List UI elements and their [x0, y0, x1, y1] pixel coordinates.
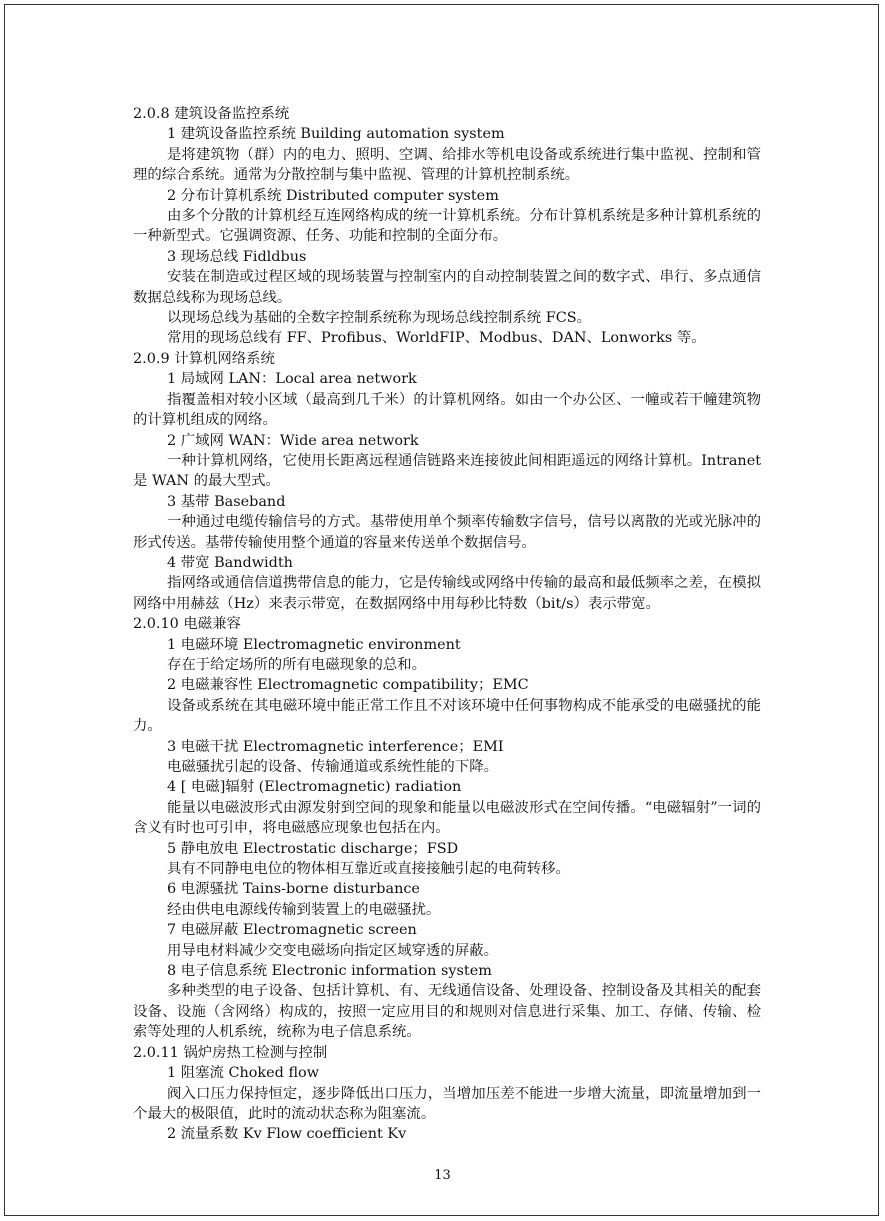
paragraph: 电磁骚扰引起的设备、传输通道或系统性能的下降。: [167, 759, 498, 775]
paragraph: 具有不同静电电位的物体相互靠近或直接接触引起的电荷转移。: [167, 861, 570, 878]
paragraph: 多种类型的电子设备、包括计算机、有、无线通信设备、处理设备、控制设备及其相关的配套设备、设施（含网络）构成的，按照一定应用目的和规则对信息进行采集、加工、存储、传输、检索等处理的人机系统，统称为电子信息系统。: [133, 983, 761, 1041]
term-heading: 1 阻塞流 Choked flow: [167, 1065, 320, 1082]
paragraph: 一种通过电缆传输信号的方式。基带使用单个频率传输数字信号，信号以离散的光或光脉冲的形式传送。基带传输使用整个通道的容量来传送单个数据信号。: [133, 514, 761, 551]
term-heading: 3 电磁干扰 Electromagnetic interference；EMI: [167, 738, 504, 755]
term-heading: 7 电磁屏蔽 Electromagnetic screen: [167, 922, 417, 939]
term-heading: 2 电磁兼容性 Electromagnetic compatibility；EMC: [167, 677, 529, 694]
document-body: [133, 104, 761, 1145]
paragraph: 是将建筑物（群）内的电力、照明、空调、给排水等机电设备或系统进行集中监视、控制和管理的综合系统。通常为分散控制与集中监视、管理的计算机控制系统。: [133, 146, 761, 184]
term-heading: 8 电子信息系统 Electronic information system: [167, 963, 492, 980]
term-heading: 5 静电放电 Electrostatic discharge；FSD: [167, 840, 459, 857]
paragraph: 安装在制造或过程区域的现场装置与控制室内的自动控制装置之间的数字式、串行、多点通信数据总线称为现场总线。: [133, 269, 761, 306]
section-heading: 2.0.8 建筑设备监控系统: [133, 106, 290, 122]
term-heading: 6 电源骚扰 Tains-borne disturbance: [167, 881, 420, 898]
paragraph: 存在于给定场所的所有电磁现象的总和。: [167, 656, 427, 673]
term-heading: 1 局域网 LAN：Local area network: [167, 371, 417, 388]
paragraph: 以现场总线为基础的全数字控制系统称为现场总线控制系统 FCS。: [167, 310, 591, 327]
paragraph: 经由供电电源线传输到装置上的电磁骚扰。: [167, 901, 441, 918]
term-heading: 2 分布计算机系统 Distributed computer system: [167, 187, 499, 204]
term-heading: 3 现场总线 Fidldbus: [167, 248, 307, 265]
term-heading: 1 建筑设备监控系统 Building automation system: [167, 126, 505, 143]
paragraph: 能量以电磁波形式由源发射到空间的现象和能量以电磁波形式在空间传播。“电磁辐射”一词的含义有时也可引申，将电磁感应现象也包括在内。: [133, 799, 761, 837]
term-heading: 2 流量系数 Kv Flow coefficient Kv: [167, 1126, 407, 1143]
paragraph: 阀入口压力保持恒定，逐步降低出口压力，当增加压差不能进一步增大流量，即流量增加到一个最大的极限值，此时的流动状态称为阻塞流。: [133, 1085, 761, 1122]
paragraph: 常用的现场总线有 FF、Profibus、WorldFIP、Modbus、DAN、Lonworks 等。: [167, 330, 706, 347]
paragraph: 用导电材料减少交变电磁场向指定区域穿透的屏蔽。: [167, 942, 498, 959]
paragraph: 指覆盖相对较小区域（最高到几千米）的计算机网络。如由一个办公区、一幢或若干幢建筑物的计算机组成的网络。: [133, 391, 761, 429]
paragraph: 一种计算机网络，它使用长距离远程通信链路来连接彼此间相距遥远的网络计算机。Intranet 是 WAN 的最大型式。: [133, 452, 761, 490]
term-heading: 3 基带 Baseband: [167, 493, 286, 510]
term-heading: 1 电磁环境 Electromagnetic environment: [167, 636, 461, 653]
term-heading: 2 广域网 WAN：Wide area network: [167, 432, 419, 449]
paragraph: 由多个分散的计算机经互连网络构成的统一计算机系统。分布计算机系统是多种计算机系统的一种新型式。它强调资源、任务、功能和控制的全面分布。: [133, 208, 761, 245]
paragraph: 设备或系统在其电磁环境中能正常工作且不对该环境中任何事物构成不能承受的电磁骚扰的能力。: [133, 697, 761, 735]
term-heading: 4 带宽 Bandwidth: [167, 554, 293, 571]
paragraph: 指网络或通信信道携带信息的能力，它是传输线或网络中传输的最高和最低频率之差，在模拟网络中用赫兹（Hz）来表示带宽，在数据网络中用每秒比特数（bit/s）表示带宽。: [133, 575, 761, 612]
section-heading: 2.0.10 电磁兼容: [133, 616, 241, 633]
section-heading: 2.0.11 锅炉房热工检测与控制: [133, 1044, 328, 1061]
section-heading: 2.0.9 计算机网络系统: [133, 350, 275, 367]
page-number: 13: [434, 1168, 451, 1183]
term-heading: 4 [ 电磁]辐射 (Electromagnetic) radiation: [167, 779, 462, 796]
